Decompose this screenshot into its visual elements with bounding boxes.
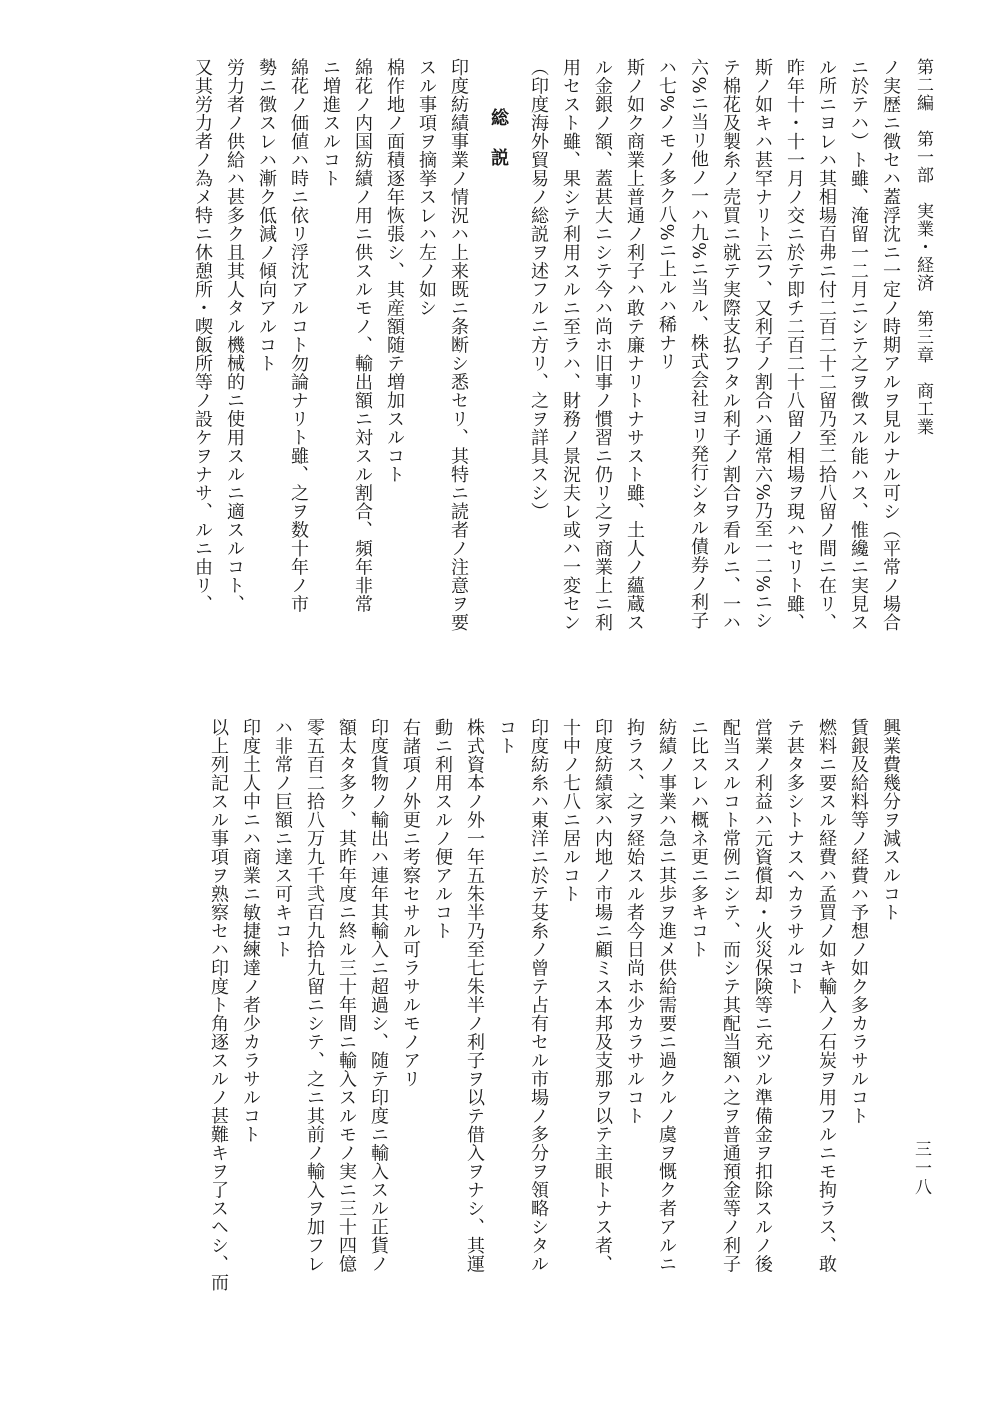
text-column: ニ増進スルコト: [320, 58, 341, 188]
text-column: 綿花ノ価値ハ時ニ依リ浮沈アルコト勿論ナリト雖、之ヲ数十年ノ市: [288, 58, 309, 613]
text-column: （印度海外貿易ノ総説ヲ述フルニ方リ、之ヲ詳具スシ）: [528, 58, 549, 521]
text-column: 興業費幾分ヲ減スルコト: [880, 718, 901, 922]
text-column: 棉作地ノ面積逐年恢張シ、其産額随テ増加スルコト: [384, 58, 405, 484]
text-column: 昨年十・十一月ノ交ニ於テ即チ二百二十八留ノ相場ヲ現ハセリト雖、: [784, 58, 805, 632]
text-column: 以上列記スル事項ヲ熟察セハ印度ト角逐スルノ甚難キヲ了スヘシ、而: [208, 718, 229, 1292]
text-column: コト: [496, 718, 517, 755]
text-column: 燃料ニ要スル経費ハ孟買ノ如キ輸入ノ石炭ヲ用フルニモ拘ラス、敢: [816, 718, 837, 1273]
section-heading: 総 説: [488, 108, 509, 168]
text-column: 印度土人中ニハ商業ニ敏捷練達ノ者少カラサルコト: [240, 718, 261, 1144]
text-column: 拘ラス、之ヲ経始スル者今日尚ホ少カラサルコト: [624, 718, 645, 1125]
page-number: 三一八: [911, 1140, 931, 1197]
text-column: ノ実歴ニ徴セハ蓋浮沈ニ一定ノ時期アルヲ見ルナル可シ（平常ノ場合: [880, 58, 901, 632]
text-column: 斯ノ如ク商業上普通ノ利子ハ敢テ廉ナリトナサスト雖、土人ノ蘊蔵ス: [624, 58, 645, 632]
text-column: 株式資本ノ外一年五朱半乃至七朱半ノ利子ヲ以テ借入ヲナシ、其運: [464, 718, 485, 1273]
text-column: 右諸項ノ外更ニ考察セサル可ラサルモノアリ: [400, 718, 421, 1088]
text-column: テ棉花及製糸ノ売買ニ就テ実際支払フタル利子ノ割合ヲ看ルニ、一ハ: [720, 58, 741, 632]
text-column: ニ比スレハ概ネ更ニ多キコト: [688, 718, 709, 959]
running-header: 第二編 第一部 実業・経済 第三章 商工業: [913, 58, 933, 436]
text-column: テ甚タ多シトナスヘカラサルコト: [784, 718, 805, 996]
text-column: 零五百二拾八万九千弐百九拾九留ニシテ、之ニ其前ノ輸入ヲ加フレ: [304, 718, 325, 1273]
text-column: スル事項ヲ摘挙スレハ左ノ如シ: [416, 58, 437, 317]
text-column: ハ非常ノ巨額ニ達ス可キコト: [272, 718, 293, 959]
text-column: 印度紡糸ハ東洋ニ於テ芟糸ノ曾テ占有セル市場ノ多分ヲ領略シタル: [528, 718, 549, 1273]
text-column: 又其労力者ノ為メ特ニ休憩所・喫飯所等ノ設ケヲナサ、ルニ由リ、: [192, 58, 213, 613]
text-column: ハ七%ノモノ多ク八%ニ上ルハ稀ナリ: [656, 58, 677, 371]
text-column: 六%ニ当リ他ノ一ハ九%ニ当ル、株式会社ヨリ発行シタル債券ノ利子: [688, 58, 709, 630]
text-column: 賃銀及給料等ノ経費ハ予想ノ如ク多カラサルコト: [848, 718, 869, 1125]
text-column: 綿花ノ内国紡績ノ用ニ供スルモノ、輸出額ニ対スル割合、頻年非常: [352, 58, 373, 613]
text-column: 斯ノ如キハ甚罕ナリト云フ、又利子ノ割合ハ通常六%乃至一二%ニシ: [752, 58, 773, 630]
text-column: ニ於テハ）ト雖、淹留一二月ニシテ之ヲ徴スル能ハス、惟纔ニ実見ス: [848, 58, 869, 632]
text-column: 紡績ノ事業ハ急ニ其歩ヲ進メ供給需要ニ過クルノ虞ヲ慨ク者アルニ: [656, 718, 677, 1273]
text-column: 配当スルコト常例ニシテ、而シテ其配当額ハ之ヲ普通預金等ノ利子: [720, 718, 741, 1273]
text-column: 印度紡績事業ノ情況ハ上来既ニ条断シ悉セリ、其特ニ読者ノ注意ヲ要: [448, 58, 469, 632]
text-column: 動ニ利用スルノ便アルコト: [432, 718, 453, 940]
text-column: 印度紡績家ハ内地ノ市場ニ顧ミス本邦及支那ヲ以テ主眼トナス者、: [592, 718, 613, 1273]
text-column: 勢ニ徴スレハ漸ク低減ノ傾向アルコト: [256, 58, 277, 373]
upper-text-block: [76, 58, 906, 648]
text-column: 用セスト雖、果シテ利用スルニ至ラハ、財務ノ景況夫レ或ハ一変セン: [560, 58, 581, 632]
text-column: 労力者ノ供給ハ甚多ク且其人タル機械的ニ使用スルニ適スルコト、: [224, 58, 245, 613]
text-column: 十中ノ七八ニ居ルコト: [560, 718, 581, 903]
text-column: ル所ニヨレハ其相場百弗ニ付二百二十二留乃至二拾八留ノ間ニ在リ、: [816, 58, 837, 632]
text-column: 印度貨物ノ輸出ハ連年其輸入ニ超過シ、随テ印度ニ輸入スル正貨ノ: [368, 718, 389, 1273]
lower-text-block: [76, 718, 906, 1358]
text-column: 額太タ多ク、其昨年度ニ終ル三十年間ニ輸入スルモノ実ニ三十四億: [336, 718, 357, 1273]
text-column: ル金銀ノ額、蓋甚大ニシテ今ハ尚ホ旧事ノ慣習ニ仍リ之ヲ商業上ニ利: [592, 58, 613, 632]
text-column: 営業ノ利益ハ元資償却・火災保険等ニ充ツル準備金ヲ扣除スルノ後: [752, 718, 773, 1273]
